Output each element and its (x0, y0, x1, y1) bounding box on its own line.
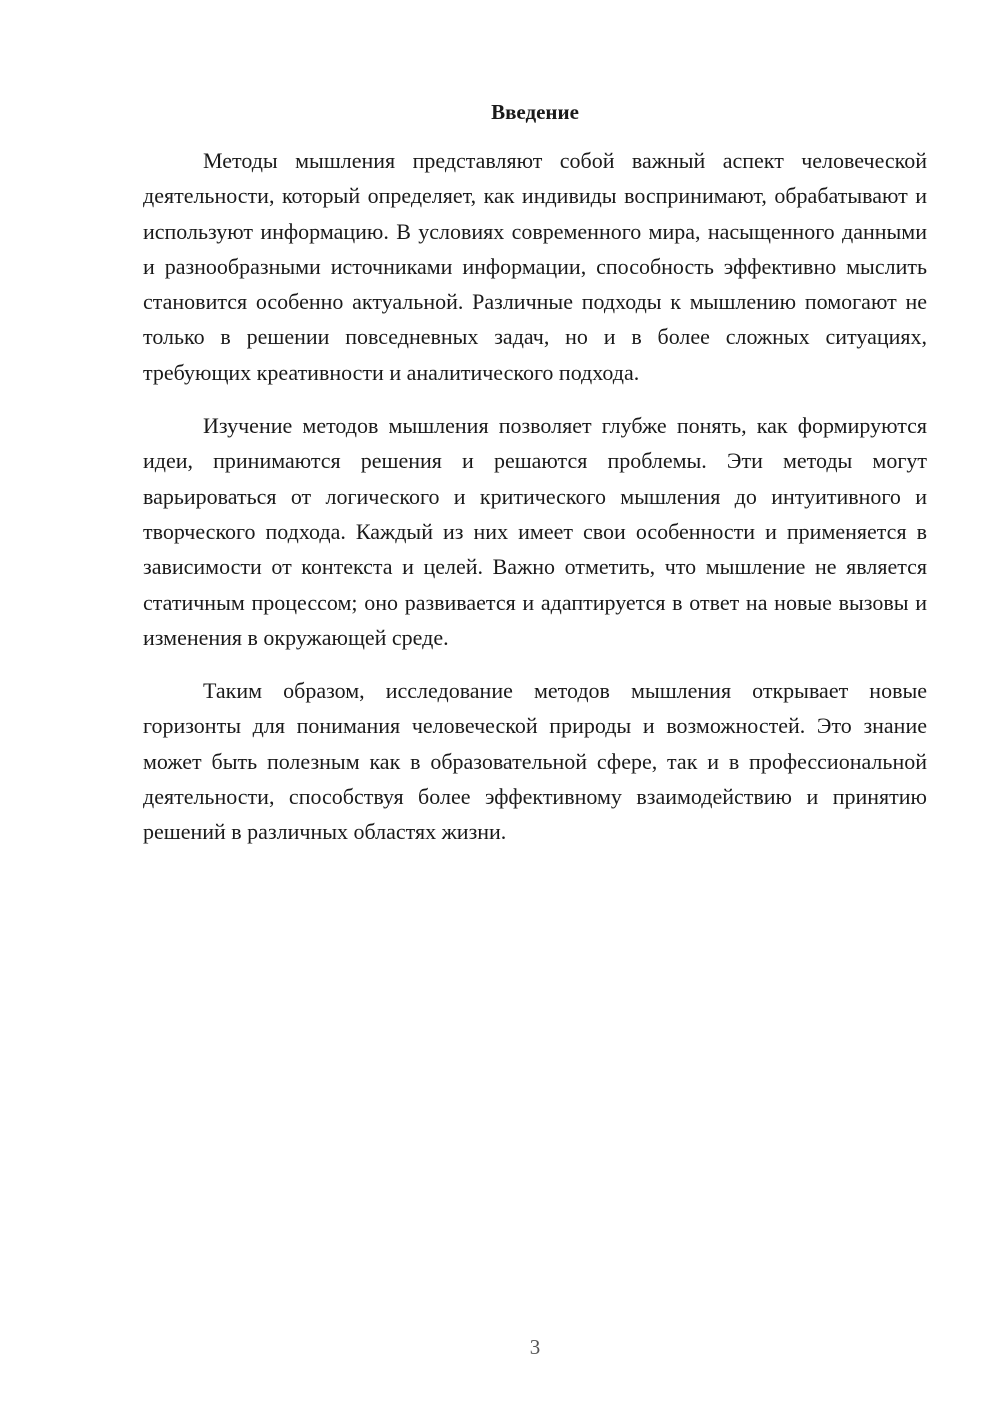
paragraph-3: Таким образом, исследование методов мышления открывает новые горизонты для понимания человеческой природы и возможностей. Это знание может быть полезным как в образовательной сфере, так и в профессиональной деятельности, способствуя более эффективному взаимодействию и принятию решений в различных областях жизни. (143, 678, 927, 845)
document-body (143, 143, 927, 868)
page-number: 3 (529, 1335, 541, 1359)
paragraph-1: Методы мышления представляют собой важный аспект человеческой деятельности, который определяет, как индивиды воспринимают, обрабатывают и используют информацию. В условиях современного мира, насыщенного данными и разнообразными источниками информации, способность эффективно мыслить становится особенно актуальной. Различные подходы к мышлению помогают не только в решении повседневных задач, но и в более сложных ситуациях, требующих креативности и аналитического подхода. (143, 148, 927, 385)
paragraph-2: Изучение методов мышления позволяет глубже понять, как формируются идеи, принимаются решения и решаются проблемы. Эти методы могут варьироваться от логического и критического мышления до интуитивного и творческого подхода. Каждый из них имеет свои особенности и применяется в зависимости от контекста и целей. Важно отметить, что мышление не является статичным процессом; оно развивается и адаптируется в ответ на новые вызовы и изменения в окружающей среде. (143, 413, 927, 650)
section-heading: Введение (491, 100, 579, 124)
